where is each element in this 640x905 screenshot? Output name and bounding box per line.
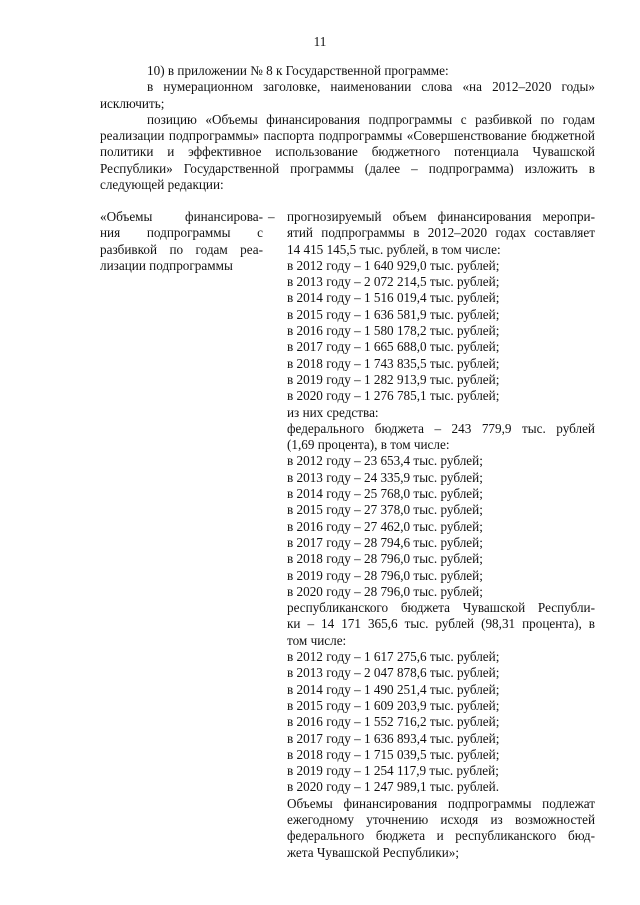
total-year-line: в 2019 году – 1 282 913,9 тыс. рублей; [287,371,500,387]
federal-year-line: в 2016 году – 27 462,0 тыс. рублей; [287,518,483,534]
republic-year-line: в 2013 году – 2 047 878,6 тыс. рублей; [287,665,500,681]
republic-year-line: в 2012 году – 1 617 275,6 тыс. рублей; [287,649,500,665]
item-paragraph-2: позицию «Объемы финансирования подпрограммы с разбивкой по годам реализации подпрограммы» паспорта подпрограммы «Совершенствование бюджетной политики и эффективное использование бюджетного потенциала Чувашской Республики» Государственной программы (далее – подпрограмма) изложить в следующей редакции: [100,111,595,193]
total-year-line: в 2013 году – 2 072 214,5 тыс. рублей; [287,274,500,290]
republic-intro-line: республиканского бюджета Чувашской Республи- [287,600,595,616]
republic-year-line: в 2014 году – 1 490 251,4 тыс. рублей; [287,681,500,697]
federal-year-line: в 2013 году – 24 335,9 тыс. рублей; [287,469,483,485]
federal-year-line: в 2015 году – 27 378,0 тыс. рублей; [287,502,483,518]
federal-year-line: в 2014 году – 25 768,0 тыс. рублей; [287,486,483,502]
total-intro-line: прогнозируемый объем финансирования меропри- [287,209,595,224]
federal-year-line: в 2012 году – 23 653,4 тыс. рублей; [287,453,483,469]
republic-year-line: в 2019 году – 1 254 117,9 тыс. рублей; [287,763,499,779]
total-year-line: в 2020 году – 1 276 785,1 тыс. рублей; [287,388,500,404]
amendment-intro [100,63,595,193]
position-label [100,209,275,274]
position-label-line: разбивкой по годам реа- [100,241,263,257]
total-year-line: в 2012 году – 1 640 929,0 тыс. рублей; [287,257,500,273]
closing-line: ежегодному уточнению исходя из возможностей [287,811,595,827]
sources-label: из них средства: [287,404,379,420]
position-label-line: «Объемы финансирова- [100,209,263,224]
federal-year-line: в 2020 году – 28 796,0 тыс. рублей; [287,583,483,599]
republic-year-line: в 2020 году – 1 247 989,1 тыс. рублей. [287,779,499,795]
republic-intro-line: ки – 14 171 365,6 тыс. рублей (98,31 процента), в [287,616,595,632]
position-label-line: лизации подпрограммы [100,257,233,273]
republic-year-line: в 2017 году – 1 636 893,4 тыс. рублей; [287,730,500,746]
closing-line: жета Чувашской Республики»; [287,844,460,860]
total-year-line: в 2017 году – 1 665 688,0 тыс. рублей; [287,339,500,355]
republic-intro-line: том числе: [287,632,347,648]
position-label-line: ния подпрограммы с [100,225,263,241]
total-year-line: в 2014 году – 1 516 019,4 тыс. рублей; [287,290,500,306]
federal-year-line: в 2018 году – 28 796,0 тыс. рублей; [287,551,483,567]
total-intro-line: ятий подпрограммы в 2012–2020 годах составляет [287,225,595,241]
position-dash: – [268,209,275,224]
republic-year-line: в 2016 году – 1 552 716,2 тыс. рублей; [287,714,500,730]
federal-intro-line: федерального бюджета – 243 779,9 тыс. рублей [287,420,595,436]
republic-year-line: в 2015 году – 1 609 203,9 тыс. рублей; [287,697,500,713]
federal-intro-line: (1,69 процента), в том числе: [287,437,450,453]
federal-year-line: в 2017 году – 28 794,6 тыс. рублей; [287,534,483,550]
total-year-line: в 2015 году – 1 636 581,9 тыс. рублей; [287,306,500,322]
position-value [287,209,595,861]
item-paragraph-1: в нумерационном заголовке, наименовании слова «на 2012–2020 годы» исключить; [100,79,595,111]
total-year-line: в 2016 году – 1 580 178,2 тыс. рублей; [287,323,500,339]
item-heading: 10) в приложении № 8 к Государственной программе: [147,63,449,78]
republic-year-line: в 2018 году – 1 715 039,5 тыс. рублей; [287,746,500,762]
closing-line: федерального бюджета и республиканского бюд- [287,828,595,844]
total-year-line: в 2018 году – 1 743 835,5 тыс. рублей; [287,355,500,371]
total-intro-line: 14 415 145,5 тыс. рублей, в том числе: [287,241,501,257]
federal-year-line: в 2019 году – 28 796,0 тыс. рублей; [287,567,483,583]
closing-line: Объемы финансирования подпрограммы подлежат [287,795,595,811]
page-number: 11 [313,34,327,49]
